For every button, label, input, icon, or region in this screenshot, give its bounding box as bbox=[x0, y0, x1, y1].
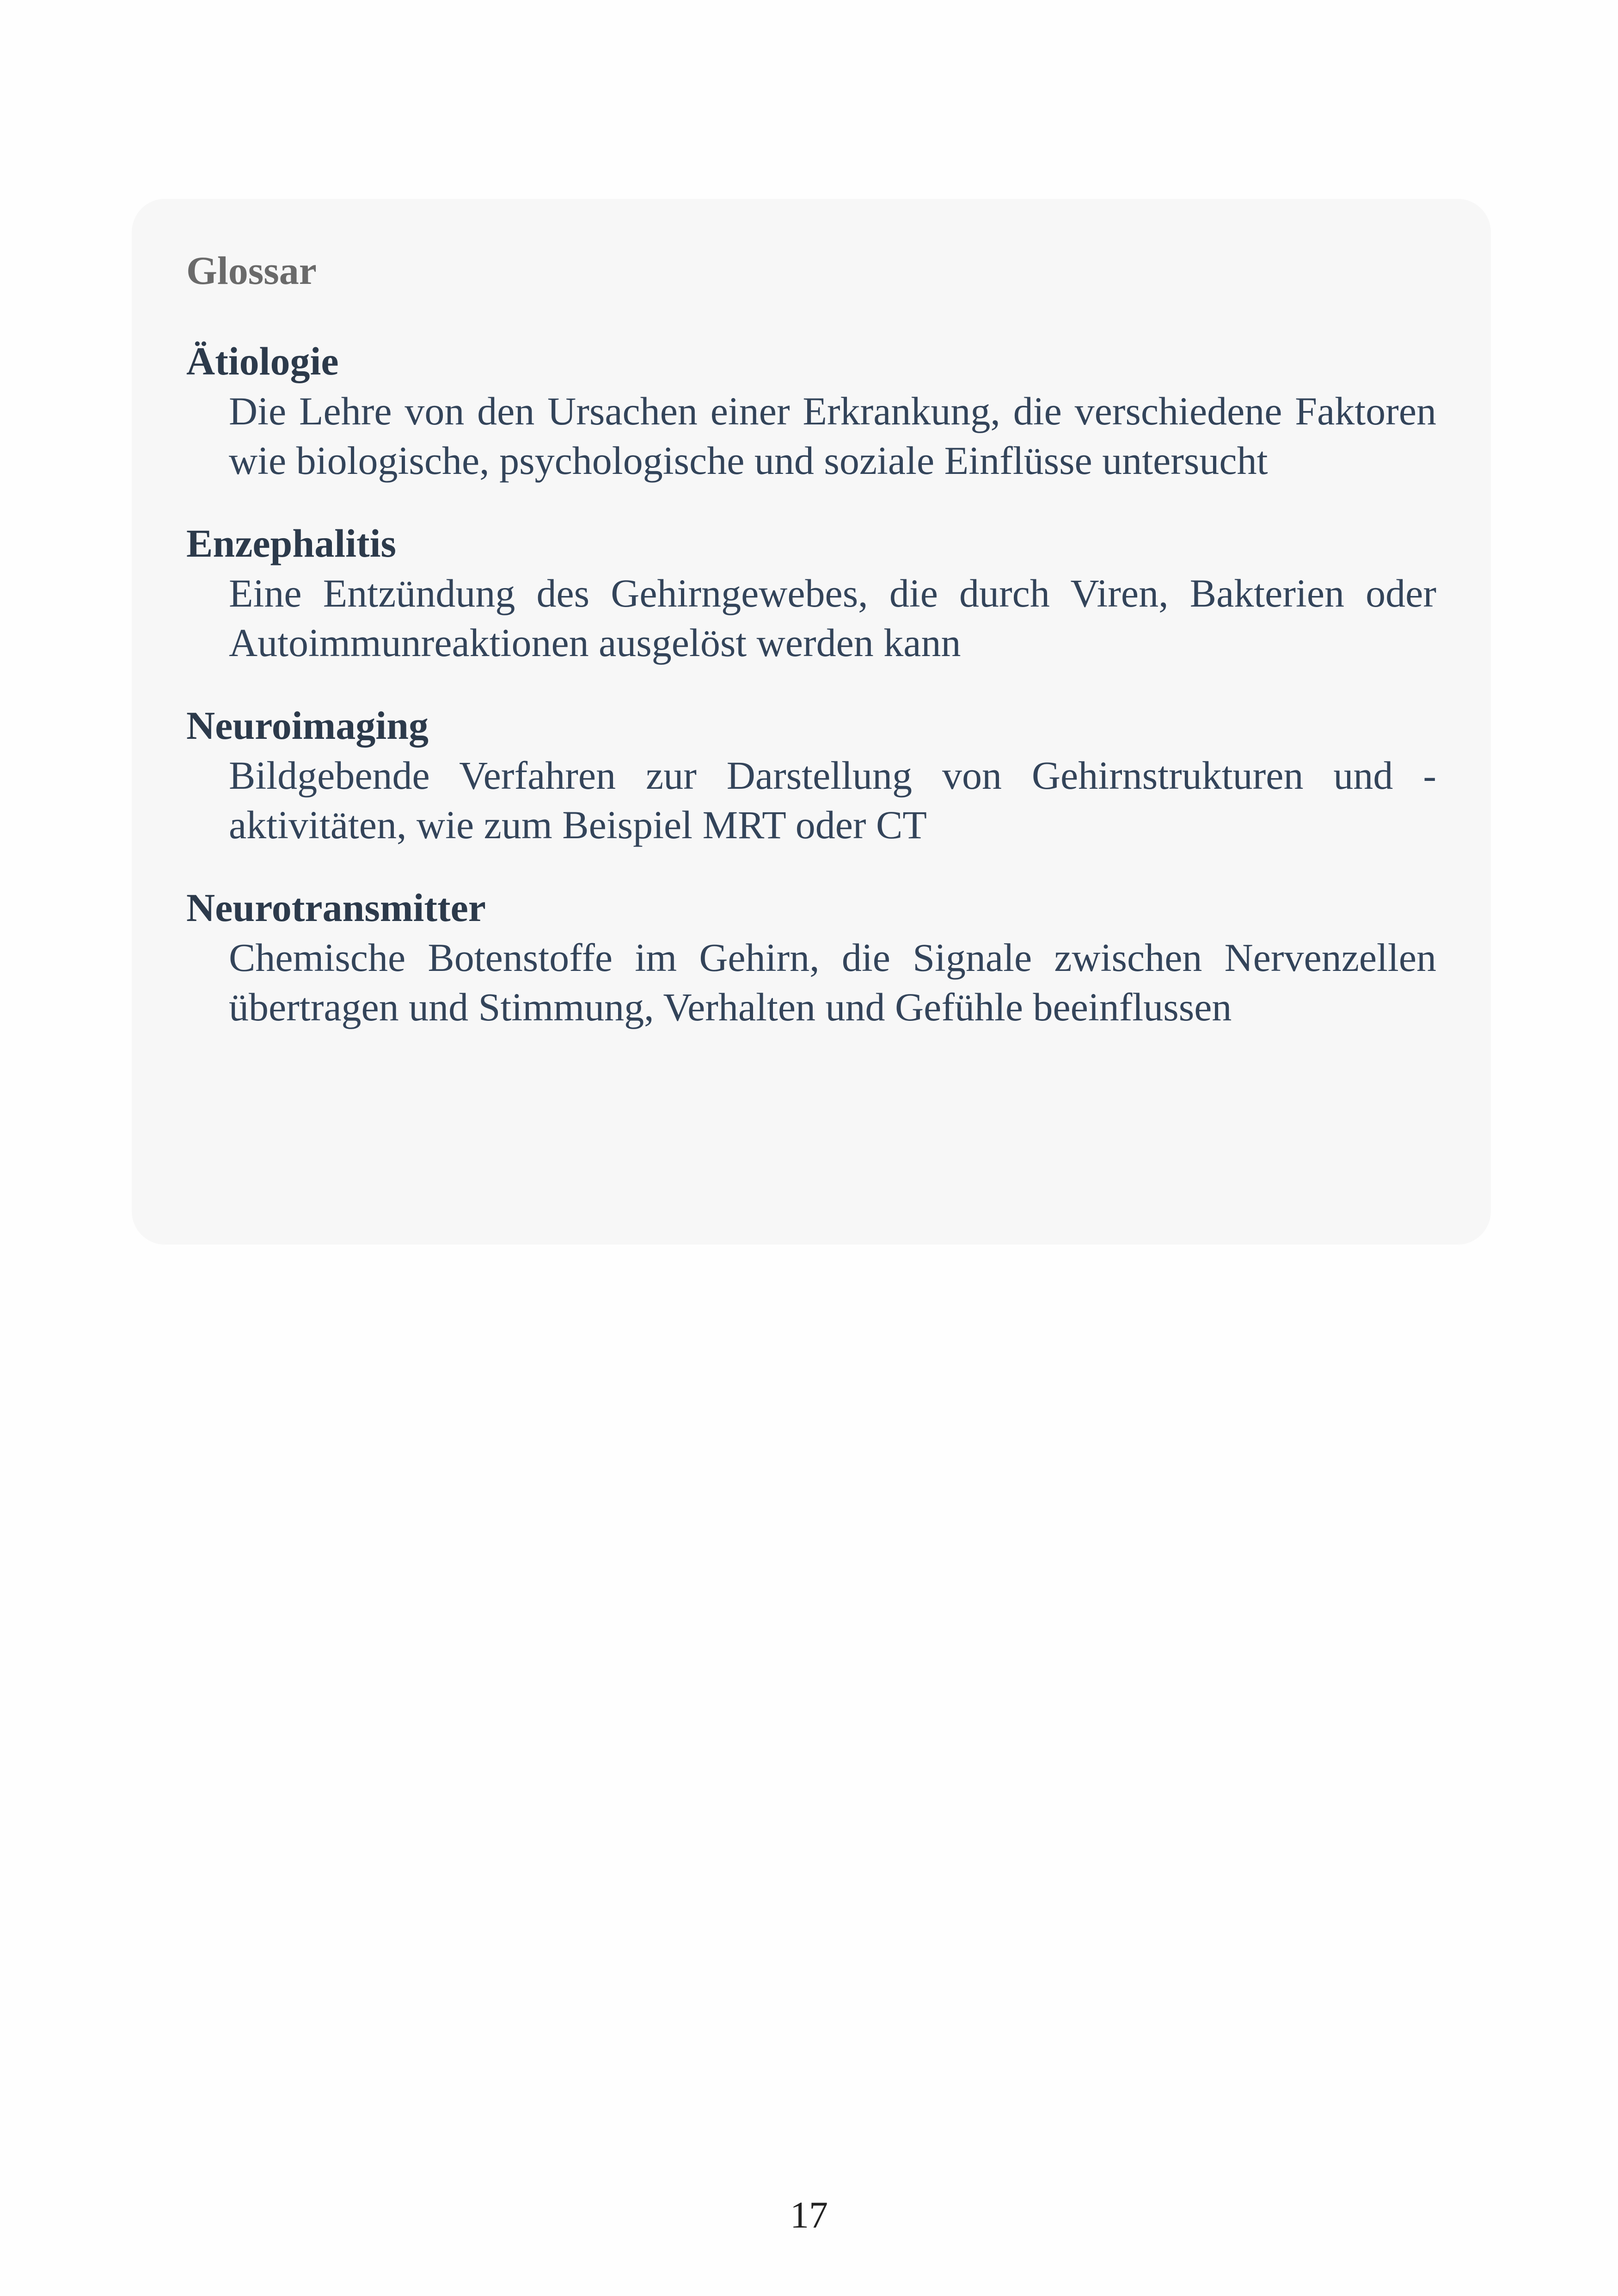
glossary-box bbox=[132, 199, 1491, 1245]
glossary-definition: Chemische Botenstoffe im Gehirn, die Signale zwischen Nervenzellen übertragen und Stimmung, Verhalten und Gefühle beeinflussen bbox=[229, 935, 1436, 1029]
glossary-definition: Bildgebende Verfahren zur Darstellung von Gehirnstrukturen und -aktivitäten, wie zum Beispiel MRT oder CT bbox=[229, 753, 1436, 847]
glossary-term: Ätiologie bbox=[186, 339, 339, 383]
glossary-title: Glossar bbox=[186, 248, 317, 293]
glossary-entry bbox=[186, 703, 1436, 850]
glossary-term: Neuroimaging bbox=[186, 703, 429, 748]
page-number: 17 bbox=[790, 2194, 828, 2236]
glossary-term: Neurotransmitter bbox=[186, 885, 486, 930]
glossary-entry bbox=[186, 885, 1436, 1032]
glossary-term: Enzephalitis bbox=[186, 521, 396, 565]
glossary-entry bbox=[186, 523, 1436, 668]
glossary-definition: Die Lehre von den Ursachen einer Erkrankung, die verschiedene Faktoren wie biologische, psychologische und soziale Einflüsse untersucht bbox=[229, 389, 1436, 483]
glossary-definition: Eine Entzündung des Gehirngewebes, die durch Viren, Bakterien oder Autoimmunreaktionen ausgelöst werden kann bbox=[229, 571, 1436, 665]
glossary-entry bbox=[186, 341, 1436, 485]
